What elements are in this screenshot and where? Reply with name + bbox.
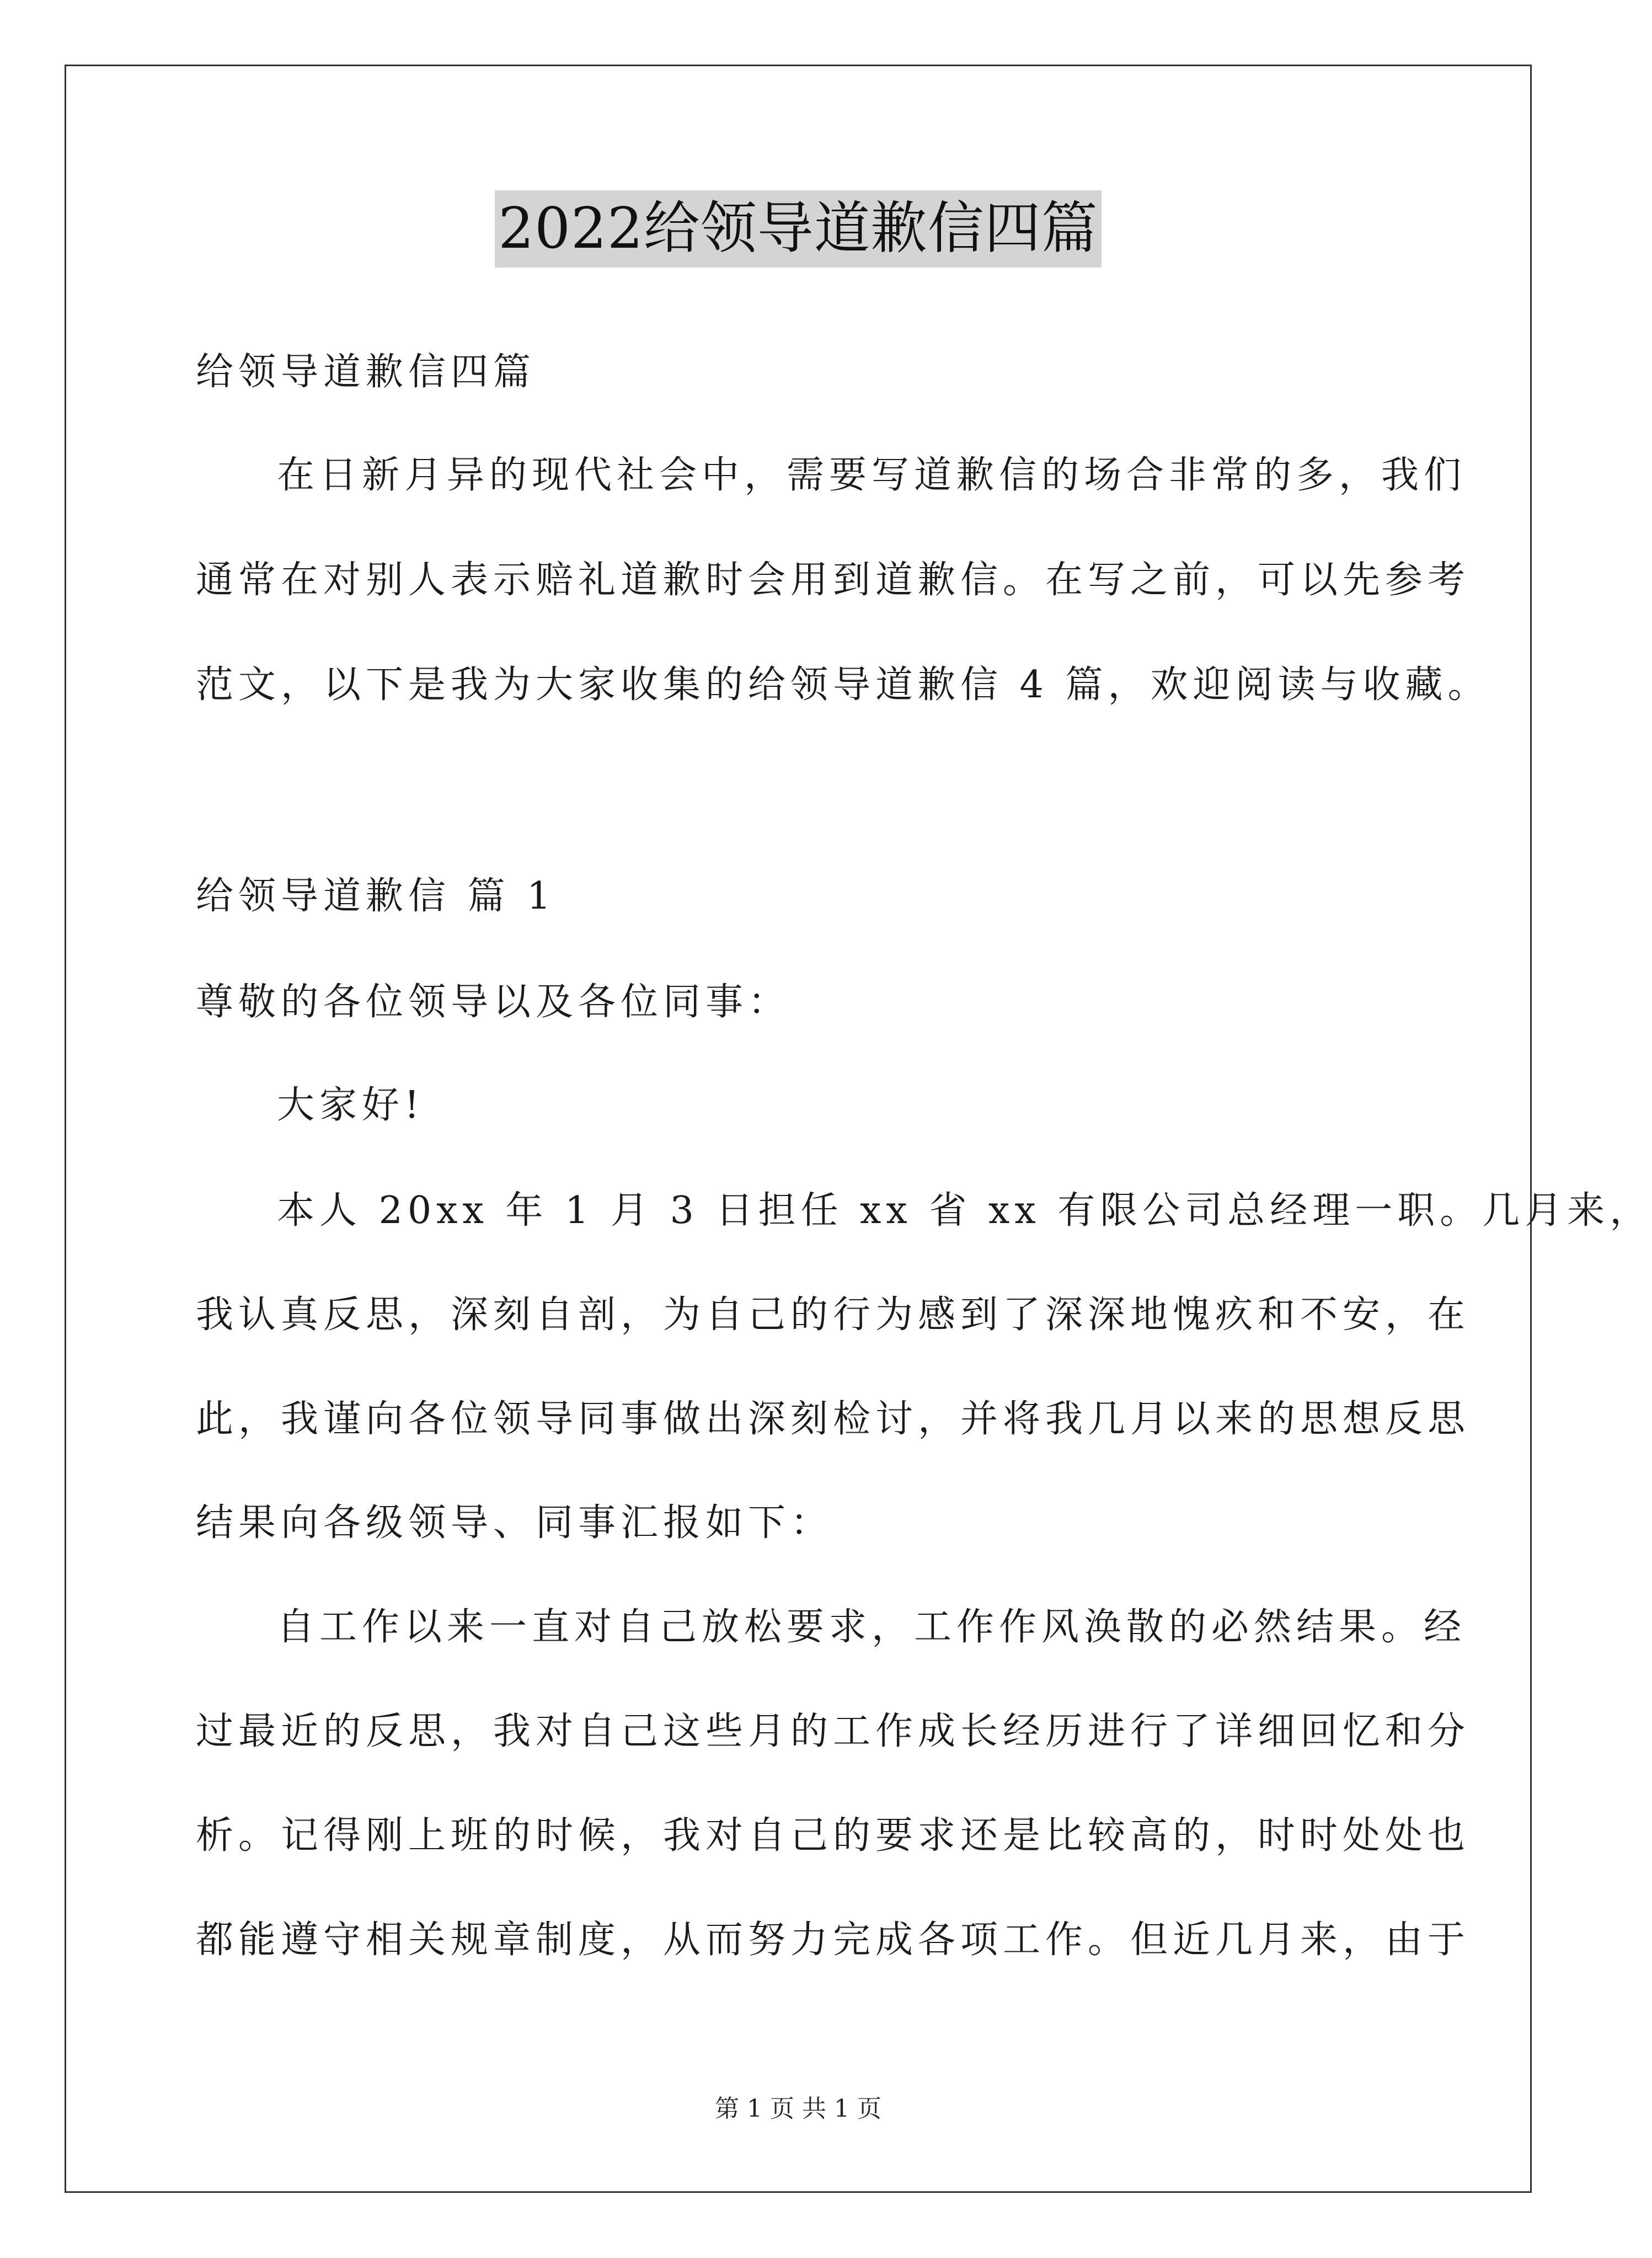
intro-line: 通常在对别人表示赔礼道歉时会用到道歉信。在写之前，可以先参考 [196,558,1471,602]
section-heading: 给领导道歉信 篇 1 [196,874,556,918]
paragraph-line: 结果向各级领导、同事汇报如下： [196,1501,833,1545]
paragraph-line: 都能遵守相关规章制度，从而努力完成各项工作。但近几月来，由于 [196,1918,1471,1962]
paragraph-line: 自工作以来一直对自己放松要求，工作作风涣散的必然结果。经 [277,1605,1467,1649]
paragraph-line: 此，我谨向各位领导同事做出深刻检讨，并将我几月以来的思想反思 [196,1397,1471,1441]
page-number: 第 1 页 共 1 页 [715,2095,881,2123]
document-title: 2022给领导道歉信四篇 [495,190,1102,268]
greeting: 大家好! [277,1083,425,1127]
title-container [0,190,1596,268]
paragraph-line: 过最近的反思，我对自己这些月的工作成长经历进行了详细回忆和分 [196,1710,1471,1753]
paragraph-line: 我认真反思，深刻自剖，为自己的行为感到了深深地愧疚和不安，在 [196,1293,1471,1337]
paragraph-line: 本人 20xx 年 1 月 3 日担任 xx 省 xx 有限公司总经理一职。几月来， [277,1189,1652,1232]
document-subtitle: 给领导道歉信四篇 [196,350,536,394]
paragraph-line: 析。记得刚上班的时候，我对自己的要求还是比较高的，时时处处也 [196,1814,1471,1857]
salutation: 尊敬的各位领导以及各位同事： [196,980,791,1024]
intro-line: 在日新月异的现代社会中，需要写道歉信的场合非常的多，我们 [277,453,1467,497]
intro-line: 范文，以下是我为大家收集的给领导道歉信 4 篇，欢迎阅读与收藏。 [196,663,1490,707]
